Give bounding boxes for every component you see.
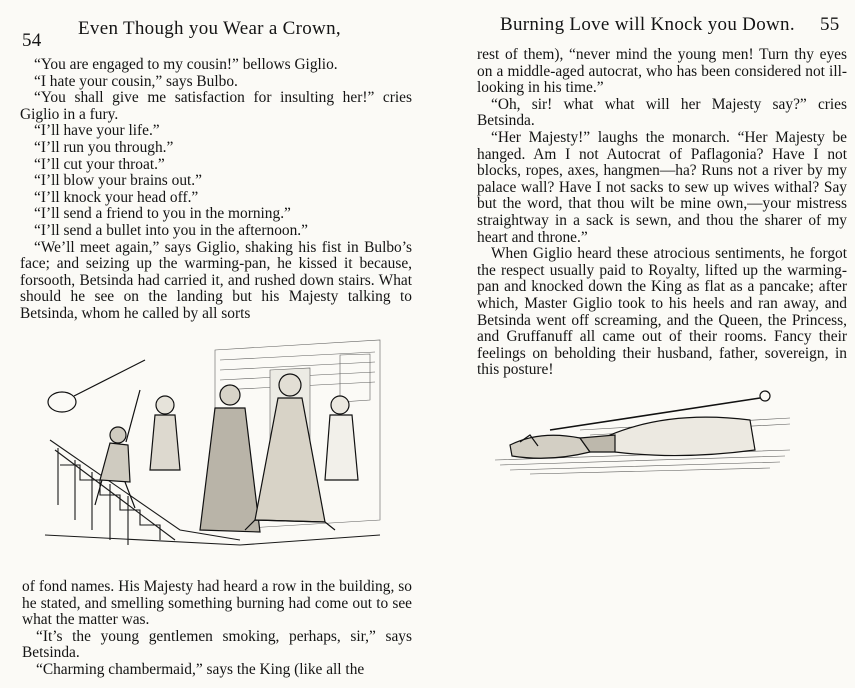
paragraph: “It’s the young gentlemen smoking, perhaps, sir,” says Betsinda. — [22, 627, 412, 662]
body-text-bottom — [22, 579, 412, 679]
page-number: 55 — [820, 14, 840, 35]
illustration-staircase-scene — [40, 330, 395, 555]
paragraph: “You shall give me satisfaction for insulting her!” cries Giglio in a fury. — [20, 89, 412, 123]
paragraph: “I hate your cousin,” says Bulbo. — [34, 72, 238, 90]
paragraph: “I’ll cut your throat.” — [34, 155, 165, 173]
paragraph: “I’ll send a friend to you in the morning.” — [34, 205, 291, 223]
paragraph: “I’ll knock your head off.” — [34, 188, 199, 206]
paragraph: “I’ll send a bullet into you in the afternoon.” — [34, 221, 308, 239]
paragraph: “You are engaged to my cousin!” bellows Giglio. — [34, 56, 338, 73]
paragraph: “Oh, sir! what what will her Majesty say?” cries Betsinda. — [477, 95, 847, 130]
paragraph: “I’ll run you through.” — [34, 138, 174, 156]
page-number: 54 — [22, 30, 42, 51]
paragraph: “We’ll meet again,” says Giglio, shaking his fist in Bulbo’s face; and seizing up the warming-pan, he kissed it because, forsooth, Betsinda had carried it, and rushed down stairs. What should he see on the landing but his Majesty talking to Betsinda, whom he called by all sorts — [20, 238, 412, 322]
illustration-fallen-king — [490, 390, 800, 480]
body-text-top — [20, 57, 412, 323]
paragraph: rest of them), “never mind the young men! Turn thy eyes on a middle-aged autocrat, who has been considered not ill-looking in his time.” — [477, 46, 847, 97]
paragraph: When Giglio heard these atrocious sentiments, he forgot the respect usually paid to Royalty, lifted up the warming-pan and knocked down the King as flat as a pancake; after which, Master Giglio took to his heels and ran away, and Betsinda went off screaming, and the Queen, the Princess, and Gruffanuff all came out of their rooms. Fancy their feelings on beholding their husband, father, sovereign, in this posture! — [477, 245, 847, 379]
right-page — [430, 0, 855, 688]
running-head: Even Though you Wear a Crown, — [78, 18, 341, 39]
paragraph: “Charming chambermaid,” says the King (like all the — [36, 660, 365, 678]
paragraph: “I’ll have your life.” — [34, 122, 160, 140]
paragraph: “I’ll blow your brains out.” — [34, 172, 202, 190]
body-text — [477, 47, 847, 379]
paragraph: of fond names. His Majesty had heard a row in the building, so he stated, and smelling something burning had come out to see what the matter was. — [22, 578, 412, 629]
paragraph: “Her Majesty!” laughs the monarch. “Her Majesty be hanged. Am I not Autocrat of Paflagonia? Have I not blocks, ropes, axes, hangmen—ha? Runs not a river by my palace wall? Have I not sacks to sew up wives withal? Say but the word, that thou wilt be mine own,—your mistress straightway in a sack is sewn, and thou the sharer of my heart and throne.” — [477, 128, 847, 246]
running-head: Burning Love will Knock you Down. — [500, 14, 795, 35]
